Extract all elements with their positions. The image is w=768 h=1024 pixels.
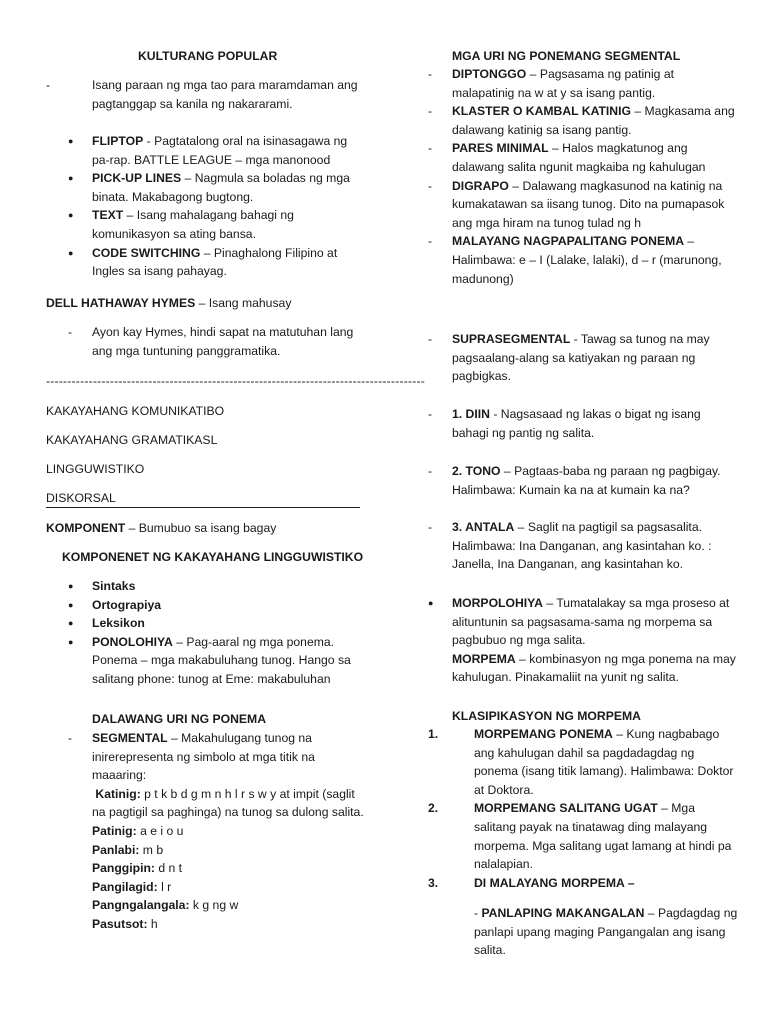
list-item: - PARES MINIMAL – Halos magkatunog ang dalawang salita ngunit magkaiba ng kahulugan xyxy=(428,141,706,174)
katinig-line: Katinig: p t k b d g m n h l r s w y at impit (saglit na pagtigil sa paghinga) na tunog sa dulong salita. xyxy=(92,786,364,820)
suprasegmental-item: - SUPRASEGMENTAL - Tawag sa tunog na may pagsaalang-alang sa katiyakan ng paraan ng pagbigkas. xyxy=(428,332,710,384)
list-item: 3. DI MALAYANG MORPEMA – xyxy=(428,875,635,890)
intro-item: - Isang paraan ng mga tao para maramdaman ang pagtanggap sa kanila ng nakararami. xyxy=(46,76,368,113)
list-item: - DIPTONGGO – Pagsasama ng patinig at malapatinig na w at y sa isang pantig. xyxy=(428,67,674,100)
klasipikasyon-list xyxy=(406,725,736,892)
morpolohiya-item: ● MORPOLOHIYA – Tumatalakay sa mga proseso at alituntunin sa pagsasama-sama ng morpema sa pagbubuo ng mga salita. MORPEMA – kombinasyon ng mga ponema na may kahulugan. Pinakamaliit na yunit ng salita. xyxy=(406,594,736,687)
komponent-line: KOMPONENT – Bumubuo sa isang bagay xyxy=(46,521,277,535)
component-list xyxy=(46,577,368,689)
bullet-item: ● CODE SWITCHING – Pinaghalong Filipino at Ingles sa isang pahayag. xyxy=(68,245,338,279)
list-item: - KLASTER O KAMBAL KATINIG – Magkasama ang dalawang katinig sa isang pantig. xyxy=(428,104,735,137)
diin-item: - 1. DIIN - Nagsasaad ng lakas o bigat ng isang bahagi ng pantig ng salita. xyxy=(428,407,701,440)
panlapi-item: - PANLAPING MAKANGALAN – Pagdagdag ng panlapi upang maging Pangangalan ang isang salita. xyxy=(474,906,738,958)
list-item: ● Leksikon xyxy=(68,616,145,631)
antala-item: - 3. ANTALA – Saglit na pagtigil sa pagsasalita. Halimbawa: Ina Danganan, ang kasintahan ko. : Janella, Ina Danganan, ang kasintahan ko. xyxy=(428,520,712,572)
list-item: - MALAYANG NAGPAPALITANG PONEMA – Halimbawa: e – I (Lalake, lalaki), d – r (marunong, madunong) xyxy=(428,234,722,286)
segmental-item: - SEGMENTAL – Makahulugang tunog na inirerepresenta ng simbolo at mga titik na maaaring: Katinig: p t k b d g m n h l r s w y at impit (saglit na pagtigil sa paghinga) na tunog sa dulong salita. Patinig: a e i o u Panlabi: m b Panggipin: d n t Pangilagid: l r Pangngalangala: k g ng w Pasutsot: h xyxy=(46,729,368,934)
tono-item: - 2. TONO – Pagtaas-baba ng paraan ng pagbigay. Halimbawa: Kumain ka na at kumain ka na? xyxy=(428,464,721,497)
morpema-line: MORPEMA – kombinasyon ng mga ponema na may kahulugan. Pinakamaliit na yunit ng salita. xyxy=(452,651,736,685)
dalawang-uri-title: DALAWANG URI NG PONEMA xyxy=(92,712,267,726)
list-item: ● Ortograpiya xyxy=(68,597,162,612)
bullet-item: ● PICK-UP LINES – Nagmula sa boladas ng mga binata. Makabagong bugtong. xyxy=(68,171,350,204)
panggipin-line: Panggipin: d n t xyxy=(92,861,183,876)
komponenet-title: KOMPONENET NG KAKAYAHANG LINGGUWISTIKO xyxy=(62,550,364,564)
kakayahang-gramatikasl: KAKAYAHANG GRAMATIKASL xyxy=(46,433,218,447)
list-item: 2. MORPEMANG SALITANG UGAT – Mga salitang payak na tinatawag ding malayang morpema. Mga salitang ugat lamang at hindi pa nalalapian. xyxy=(428,801,732,872)
bullet-item: ● FLIPTOP - Pagtatalong oral na isinasagawa ng pa-rap. BATTLE LEAGUE – mga manonood xyxy=(68,134,348,167)
list-item: - DIGRAPO – Dalawang magkasunod na katinig na kumakatawan sa iisang tunog. Dito na pumapasok ang mga hiram na tunog tulad ng h xyxy=(428,178,725,230)
lingguwistiko: LINGGUWISTIKO xyxy=(46,462,145,476)
pangilagid-line: Pangilagid: l r xyxy=(92,879,172,894)
pangngalangala-line: Pangngalangala: k g ng w xyxy=(92,898,239,913)
diskorsal: DISKORSAL xyxy=(46,491,116,505)
segmental-types-list xyxy=(406,65,736,288)
hymes-note: - Ayon kay Hymes, hindi sapat na matutuhan lang ang mga tuntuning panggramatika. xyxy=(68,325,354,358)
panlabi-line: Panlabi: m b xyxy=(92,842,164,857)
patinig-line: Patinig: a e i o u xyxy=(92,823,184,838)
kulturang-popular-title: KULTURANG POPULAR xyxy=(138,49,278,63)
list-item: ● PONOLOHIYA – Pag-aaral ng mga ponema. Ponema – mga makabuluhang tunog. Hango sa salitang phone: tunog at Eme: makabuluhan xyxy=(68,634,351,686)
intro-text: Isang paraan ng mga tao para maramdaman ang pagtanggap sa kanila ng nakararami. xyxy=(92,78,358,111)
hymes-line: DELL HATHAWAY HYMES – Isang mahusay xyxy=(46,296,292,310)
klasipikasyon-title: KLASIPIKASYON NG MORPEMA xyxy=(452,709,641,723)
bullet-list xyxy=(46,132,368,281)
pasutsot-line: Pasutsot: h xyxy=(92,916,158,931)
list-item: 1. MORPEMANG PONEMA – Kung nagbabago ang kahulugan dahil sa pagdadagdag ng ponema (isang titik lamang). Halimbawa: Doktor at Doktora. xyxy=(428,727,734,797)
ponemang-segmental-title: MGA URI NG PONEMANG SEGMENTAL xyxy=(452,49,681,63)
dashed-divider: ----------------------------------------------------------------------------------------- xyxy=(46,374,426,388)
bullet-item: ● TEXT – Isang mahalagang bahagi ng komunikasyon sa ating bansa. xyxy=(68,208,294,241)
kakayahan-komunikatibo: KAKAYAHANG KOMUNIKATIBO xyxy=(46,404,225,418)
list-item: ● Sintaks xyxy=(68,579,136,593)
solid-divider xyxy=(46,507,360,508)
